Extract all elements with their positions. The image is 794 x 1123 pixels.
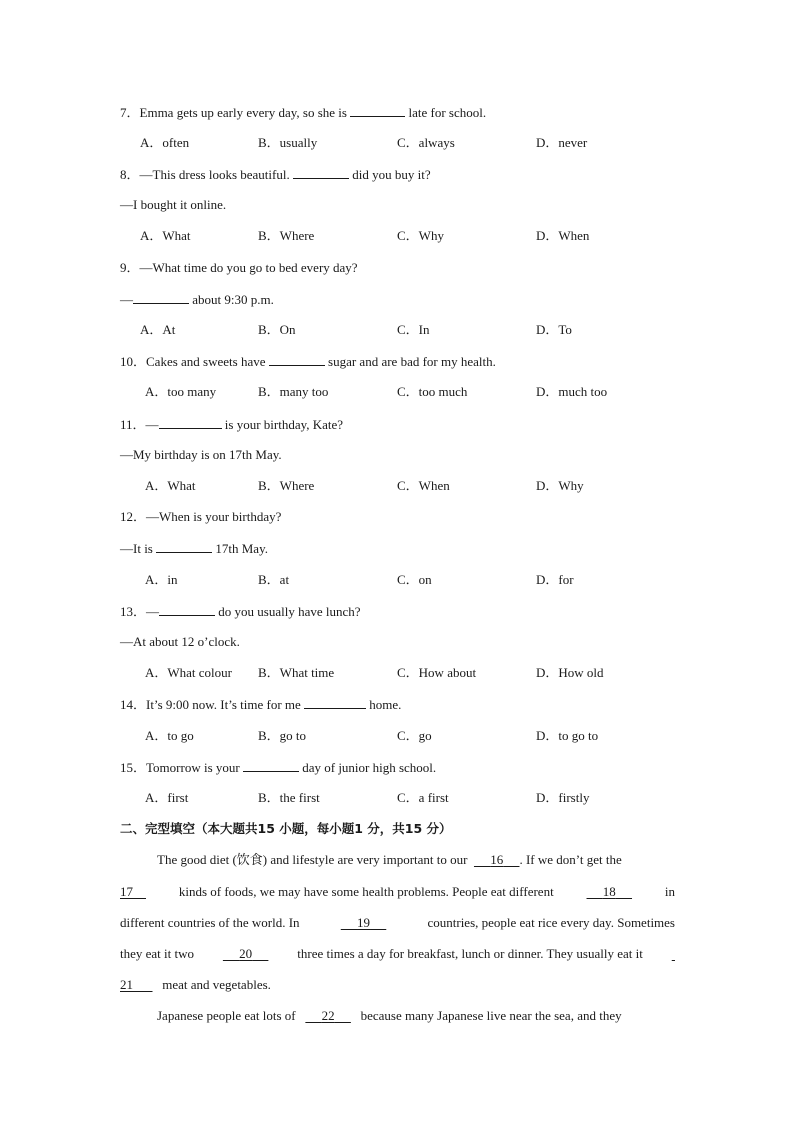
question-7: 7．Emma gets up early every day, so she is late for school. [120, 105, 487, 120]
passage-line: 21 meat and vegetables. [120, 977, 271, 992]
question-11: 11．— is your birthday, Kate? [120, 417, 344, 432]
option-c[interactable]: C．always [397, 135, 455, 150]
question-12-reply: —It is 17th May. [120, 541, 268, 556]
option-c[interactable]: C．on [397, 572, 432, 587]
option-d[interactable]: D．How old [536, 665, 604, 680]
option-a[interactable]: A．to go [145, 728, 194, 743]
option-b[interactable]: B．at [258, 572, 290, 587]
answer-blank[interactable] [293, 165, 349, 179]
option-d[interactable]: D．When [536, 228, 590, 243]
answer-blank[interactable] [243, 758, 299, 772]
option-c[interactable]: C．Why [397, 228, 444, 243]
option-a[interactable]: A．too many [145, 384, 217, 399]
question-11-reply: —My birthday is on 17th May. [120, 447, 282, 462]
option-a[interactable]: A．What [140, 228, 191, 243]
option-b[interactable]: B．On [258, 322, 296, 337]
question-13-reply: —At about 12 o’clock. [120, 634, 240, 649]
passage-line: 17 kinds of foods, we may have some health problems. People eat different 18 in [120, 884, 675, 899]
answer-blank[interactable] [159, 602, 215, 616]
option-a[interactable]: A．in [145, 572, 178, 587]
option-b[interactable]: B．usually [258, 135, 318, 150]
line-end-blank [672, 945, 675, 963]
cloze-blank-21[interactable]: 21 [120, 977, 133, 992]
cloze-blank-19[interactable]: 19 [357, 915, 371, 930]
option-a[interactable]: A．often [140, 135, 190, 150]
option-d[interactable]: D．much too [536, 384, 608, 399]
question-13: 13．— do you usually have lunch? [120, 604, 361, 619]
answer-blank[interactable] [159, 415, 222, 429]
cloze-blank-18[interactable]: 18 [602, 884, 616, 899]
option-c[interactable]: C．When [397, 478, 450, 493]
option-b[interactable]: B．Where [258, 228, 315, 243]
cloze-blank-16[interactable]: 16 [490, 852, 504, 867]
option-c[interactable]: C．go [397, 728, 432, 743]
answer-blank[interactable] [269, 352, 325, 366]
passage-line: The good diet (饮食) and lifestyle are very important to our 16 . If we don’t get the [157, 852, 622, 867]
question-12: 12．—When is your birthday? [120, 509, 282, 524]
passage-line: they eat it two 20 three times a day for breakfast, lunch or dinner. They usually eat it [120, 945, 675, 963]
option-b[interactable]: B．go to [258, 728, 307, 743]
question-8-reply: —I bought it online. [120, 197, 227, 212]
question-10: 10．Cakes and sweets have sugar and are bad for my health. [120, 354, 496, 369]
answer-blank[interactable] [156, 539, 212, 553]
option-d[interactable]: D．never [536, 135, 588, 150]
option-d[interactable]: D．Why [536, 478, 584, 493]
cloze-blank-20[interactable]: 20 [239, 946, 253, 961]
answer-blank[interactable] [350, 103, 405, 117]
question-14: 14．It’s 9:00 now. It’s time for me home. [120, 697, 402, 712]
option-c[interactable]: C．a first [397, 790, 449, 805]
option-d[interactable]: D．To [536, 322, 572, 337]
question-8: 8．—This dress looks beautiful. did you buy it? [120, 167, 431, 182]
option-a[interactable]: A．At [140, 322, 176, 337]
option-b[interactable]: B．Where [258, 478, 315, 493]
option-a[interactable]: A．What [145, 478, 196, 493]
option-a[interactable]: A．first [145, 790, 189, 805]
question-9: 9．—What time do you go to bed every day? [120, 260, 358, 275]
cloze-blank-22[interactable]: 22 [321, 1008, 335, 1023]
option-b[interactable]: B．the first [258, 790, 320, 805]
answer-blank[interactable] [304, 695, 366, 709]
section-heading: 二、完型填空（本大题共15 小题，每小题1 分，共15 分） [120, 821, 452, 836]
option-b[interactable]: B．What time [258, 665, 335, 680]
option-c[interactable]: C．In [397, 322, 430, 337]
option-d[interactable]: D．for [536, 572, 574, 587]
question-15: 15．Tomorrow is your day of junior high school. [120, 760, 437, 775]
cloze-blank-17[interactable]: 17 [120, 884, 133, 899]
option-d[interactable]: D．to go to [536, 728, 599, 743]
option-c[interactable]: C．How about [397, 665, 477, 680]
option-a[interactable]: A．What colour [145, 665, 233, 680]
passage-line: different countries of the world. In 19 countries, people eat rice every day. Sometimes [120, 915, 675, 930]
option-d[interactable]: D．firstly [536, 790, 590, 805]
passage-line: Japanese people eat lots of 22 because many Japanese live near the sea, and they [157, 1008, 622, 1023]
question-9-reply: — about 9:30 p.m. [120, 292, 274, 307]
answer-blank[interactable] [133, 290, 189, 304]
option-b[interactable]: B．many too [258, 384, 329, 399]
option-c[interactable]: C．too much [397, 384, 468, 399]
